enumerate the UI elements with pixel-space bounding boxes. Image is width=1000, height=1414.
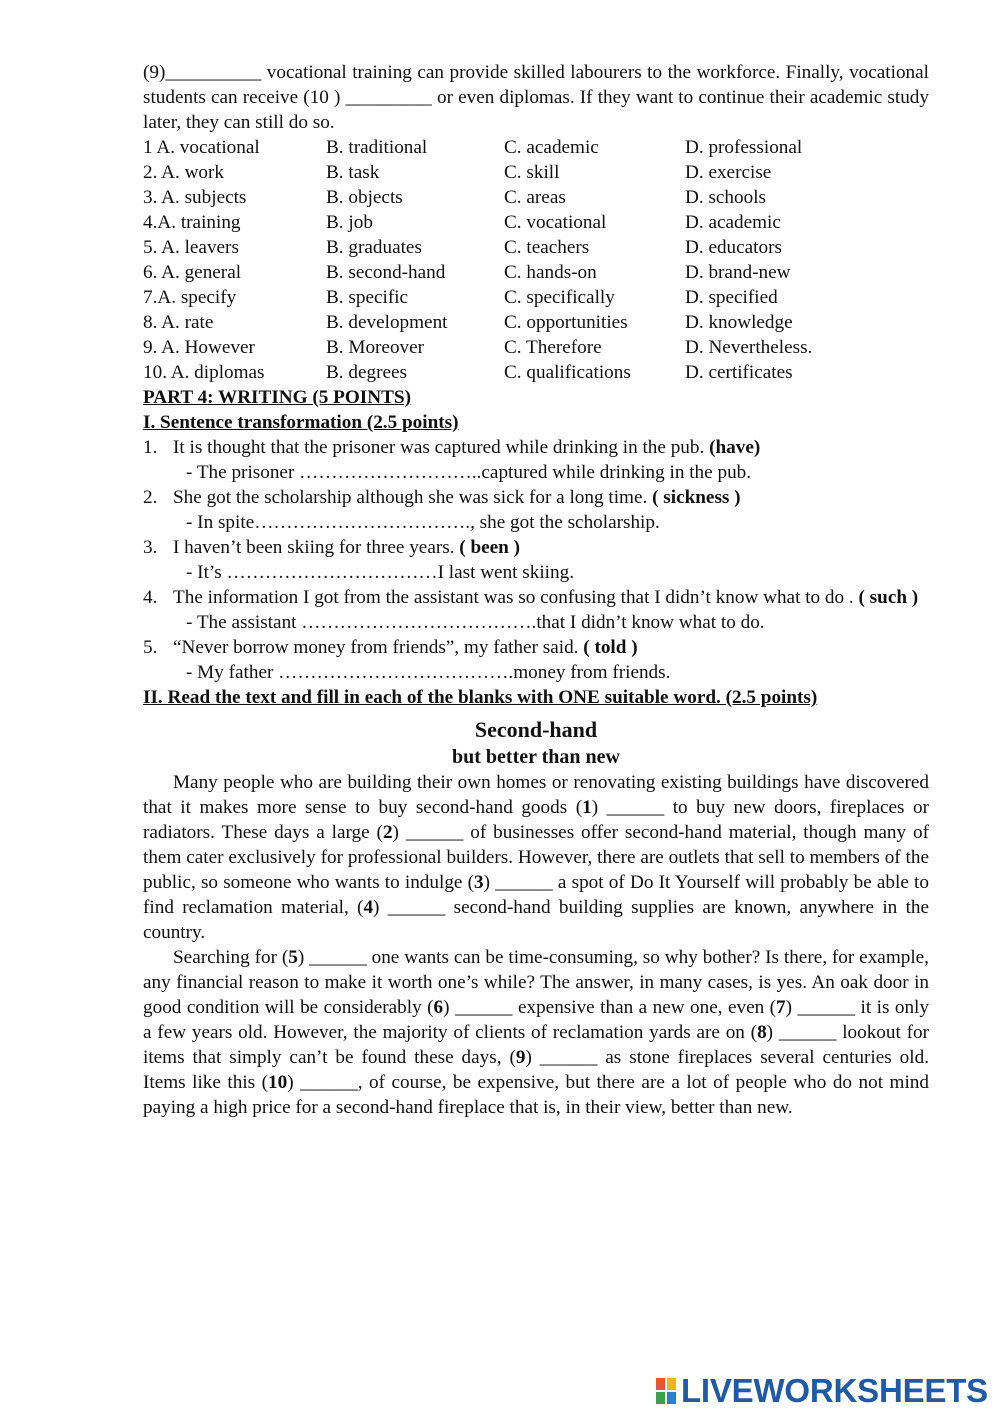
item-keyword: ( such ) (858, 587, 919, 608)
worksheet-page (143, 60, 929, 1120)
intro-paragraph: (9)__________ vocational training can provide skilled labourers to the workforce. Finally, vocational students can receive (10 ) _________ or even diplomas. If they want to continue their academic study later, they can still do so. (143, 62, 929, 133)
options-table (143, 135, 929, 385)
option-a: 8. A. rate (143, 312, 214, 333)
item-keyword: ( sickness ) (652, 487, 741, 508)
item-prompt: I haven’t been skiing for three years. (173, 537, 455, 558)
option-c: C. academic (504, 137, 599, 158)
option-c: C. teachers (504, 237, 590, 258)
option-b: B. task (326, 162, 380, 183)
option-d: D. specified (685, 287, 778, 308)
answer-line[interactable]: - My father ……………………………….money from friends. (186, 662, 671, 683)
part4-heading: PART 4: WRITING (5 POINTS) (143, 387, 411, 408)
option-d: D. brand-new (685, 262, 791, 283)
transformation-item (143, 635, 929, 660)
item-prompt: The information I got from the assistant was so confusing that I didn’t know what to do . (173, 587, 854, 608)
blank-number: 5 (288, 947, 298, 968)
passage-subtitle: but better than new (452, 746, 620, 768)
option-a: 3. A. subjects (143, 187, 247, 208)
blank-number: 6 (433, 997, 444, 1018)
blank-number: 10 (268, 1072, 288, 1093)
passage-text: Many people who are building their own homes or renovating existing buildings have discovered that it makes more sense to buy second-hand goods ( (143, 772, 929, 818)
blank-number: 2 (382, 822, 393, 843)
options-row (143, 185, 929, 210)
option-d: D. Nevertheless. (685, 337, 813, 358)
option-c: C. opportunities (504, 312, 628, 333)
options-row (143, 260, 929, 285)
passage-text: ) ______ second-hand building supplies are known, anywhere in the country. (143, 897, 930, 943)
option-b: B. development (326, 312, 448, 333)
option-a: 6. A. general (143, 262, 242, 283)
item-number: 2. (143, 487, 158, 508)
option-c: C. Therefore (504, 337, 602, 358)
option-d: D. educators (685, 237, 782, 258)
passage-text: ) ______ a spot of Do It Yourself will probably be able to find reclamation material, ( (143, 872, 929, 918)
passage-text: ) ______ lookout for items that simply can’t be found these days, ( (143, 1022, 929, 1068)
option-a: 2. A. work (143, 162, 225, 183)
option-b: B. objects (326, 187, 403, 208)
transformation-list (143, 435, 929, 685)
section2-heading: II. Read the text and fill in each of the blanks with ONE suitable word. (2.5 points) (143, 687, 818, 708)
item-number: 5. (143, 637, 158, 658)
answer-line[interactable]: - It’s ……………………………I last went skiing. (186, 562, 574, 583)
option-d: D. exercise (685, 162, 772, 183)
blank-number: 4 (363, 897, 374, 918)
passage-text: Searching for ( (173, 947, 289, 968)
passage-text: ) ______ it is only a few years old. However, the majority of clients of reclamation yards are on ( (143, 997, 929, 1043)
blank-number: 7 (776, 997, 786, 1018)
options-row (143, 335, 929, 360)
options-row (143, 160, 929, 185)
item-prompt: She got the scholarship although she was sick for a long time. (173, 487, 648, 508)
item-keyword: ( been ) (459, 537, 521, 558)
option-c: C. areas (504, 187, 566, 208)
option-b: B. degrees (326, 362, 407, 383)
answer-line[interactable]: - The assistant ……………………………….that I didn’t know what to do. (186, 612, 765, 633)
option-c: C. specifically (504, 287, 615, 308)
option-c: C. qualifications (504, 362, 631, 383)
option-b: B. traditional (326, 137, 428, 158)
option-b: B. second-hand (326, 262, 446, 283)
option-d: D. knowledge (685, 312, 793, 333)
item-prompt: “Never borrow money from friends”, my father said. (173, 637, 579, 658)
passage-text: ) ______ to buy new doors, fireplaces or radiators. These days a large ( (143, 797, 929, 843)
answer-line[interactable]: - The prisoner ………………………..captured while drinking in the pub. (186, 462, 752, 483)
blank-number: 9 (515, 1047, 526, 1068)
passage-text: ) ______ expensive than a new one, even ( (443, 997, 777, 1018)
option-b: B. job (326, 212, 373, 233)
liveworksheets-logo-icon (656, 1378, 676, 1404)
passage-text: ) ______ of businesses offer second-hand material, though many of them cater exclusively for professional builders. However, there are outlets that sell to members of the public, so someone who wants to indulge ( (143, 822, 929, 893)
transformation-item (143, 435, 929, 460)
option-d: D. certificates (685, 362, 793, 383)
logo-wordmark: LIVEWORKSHEETS (680, 1372, 988, 1409)
passage-text: ) ______ as stone fireplaces several centuries old. Items like this ( (143, 1047, 929, 1093)
option-d: D. professional (685, 137, 803, 158)
options-row (143, 310, 929, 335)
item-prompt: It is thought that the prisoner was captured while drinking in the pub. (173, 437, 705, 458)
passage-text: ) ______, of course, be expensive, but there are a lot of people who do not mind paying a high price for a second-hand fireplace that is, in their view, better than new. (143, 1072, 929, 1118)
option-b: B. specific (326, 287, 409, 308)
option-d: D. schools (685, 187, 767, 208)
item-keyword: (have) (709, 437, 761, 458)
option-a: 4.A. training (143, 212, 241, 233)
options-row (143, 285, 929, 310)
options-row (143, 235, 929, 260)
item-number: 4. (143, 587, 158, 608)
passage-title: Second-hand (474, 717, 598, 742)
item-number: 3. (143, 537, 158, 558)
passage-paragraph-1 (143, 770, 929, 945)
options-row (143, 210, 929, 235)
transformation-item (143, 485, 929, 510)
option-c: C. vocational (504, 212, 607, 233)
item-keyword: ( told ) (583, 637, 638, 658)
answer-line[interactable]: - In spite……………………………., she got the scholarship. (186, 512, 660, 533)
option-b: B. graduates (326, 237, 422, 258)
option-c: C. hands-on (504, 262, 597, 283)
blank-number: 3 (474, 872, 484, 893)
item-number: 1. (143, 437, 158, 458)
option-c: C. skill (504, 162, 560, 183)
blank-number: 1 (582, 797, 592, 818)
option-a: 5. A. leavers (143, 237, 239, 258)
transformation-item (143, 535, 929, 560)
option-a: 10. A. diplomas (143, 362, 265, 383)
option-a: 9. A. However (143, 337, 255, 358)
transformation-item (143, 585, 929, 610)
options-row (143, 135, 929, 160)
option-a: 1 A. vocational (143, 137, 260, 158)
option-b: B. Moreover (326, 337, 425, 358)
passage-text: ) ______ one wants can be time-consuming, so why bother? Is there, for example, any financial reason to make it worth one’s while? The answer, in many cases, is yes. An oak door in good condition will be considerably ( (143, 947, 929, 1018)
footer-logo (656, 1373, 988, 1409)
section1-heading: I. Sentence transformation (2.5 points) (143, 412, 459, 433)
option-a: 7.A. specify (143, 287, 237, 308)
passage-paragraph-2 (143, 945, 929, 1120)
option-d: D. academic (685, 212, 781, 233)
options-row (143, 360, 929, 385)
blank-number: 8 (757, 1022, 767, 1043)
